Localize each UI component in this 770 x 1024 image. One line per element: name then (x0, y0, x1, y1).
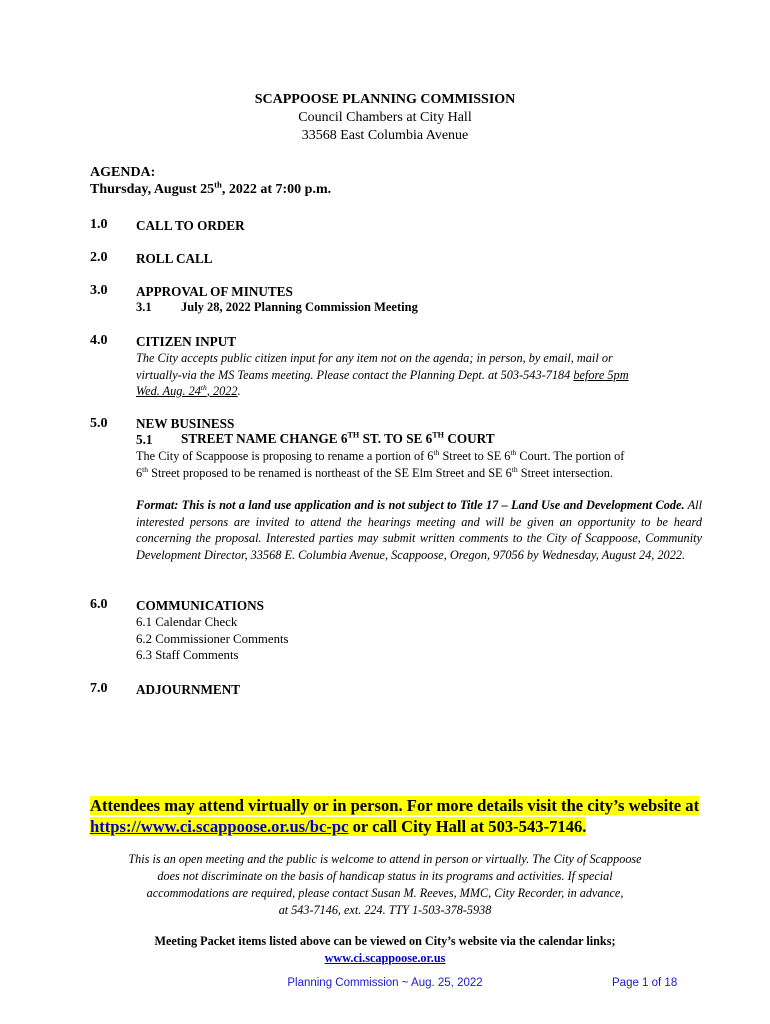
meeting-address: 33568 East Columbia Avenue (301, 128, 469, 143)
item-number: 6.0 (90, 597, 108, 612)
commission-title: SCAPPOOSE PLANNING COMMISSION (254, 92, 516, 107)
item-call-to-order: CALL TO ORDER (136, 218, 245, 233)
meeting-packet-note: Meeting Packet items listed above can be viewed on City’s website via the calendar links; www.ci.scappoose.or.us (154, 934, 616, 965)
item-roll-call: ROLL CALL (136, 251, 213, 266)
item-number: 7.0 (90, 681, 108, 696)
sub-item-number: 3.1 (136, 300, 152, 314)
communications-list (136, 614, 289, 664)
page-number: Page 1 of 18 (612, 977, 678, 989)
item-number: 2.0 (90, 250, 108, 265)
agenda-date: Thursday, August 25th, 2022 at 7:00 p.m. (90, 179, 332, 197)
sub-item-number: 5.1 (136, 432, 153, 447)
item-number: 3.0 (90, 283, 108, 298)
item-citizen-input: CITIZEN INPUT (136, 334, 237, 349)
agenda-label: AGENDA: (90, 165, 156, 180)
sub-item-minutes-date: July 28, 2022 Planning Commission Meeting (181, 300, 418, 314)
item-adjournment: ADJOURNMENT (136, 682, 241, 697)
format-notice: Format: This is not a land use application and is not subject to Title 17 – Land Use and Development Code. All interested persons are invited to attend the hearings meeting and will be given an opportunity to be heard concerning the proposal. Interested parties may submit written comments to the City of Scappoose, Community Development Director, 33568 E. Columbia Avenue, Scappoose, Oregon, 97056 by Wednesday, August 24, 2022. (136, 498, 702, 562)
item-communications: COMMUNICATIONS (136, 598, 264, 613)
sub-item-street-name-change: STREET NAME CHANGE 6TH ST. TO SE 6TH COURT (181, 430, 495, 446)
item-number: 4.0 (90, 333, 108, 348)
footer-meeting-name: Planning Commission ~ Aug. 25, 2022 (287, 977, 483, 989)
list-item: 6.3 Staff Comments (136, 648, 239, 662)
attendance-notice: Attendees may attend virtually or in person. For more details visit the city’s website at https://www.ci.scappoose.or.us/bc-pc or call City Hall at 503-543-7146. (90, 796, 700, 836)
item-approval-of-minutes: APPROVAL OF MINUTES (136, 284, 293, 299)
meeting-location: Council Chambers at City Hall (298, 110, 472, 125)
item-number: 1.0 (90, 217, 108, 232)
list-item: 6.1 Calendar Check (136, 615, 238, 629)
list-item: 6.2 Commissioner Comments (136, 631, 289, 646)
accessibility-disclaimer: This is an open meeting and the public is welcome to attend in person or virtually. The City of Scappoose does not discriminate on the basis of handicap status in its programs and activities. If special accommodations are required, please contact Susan M. Reeves, MMC, City Recorder, in advance, at 543-7146, ext. 224. TTY 1-503-378-5938 (128, 852, 642, 917)
street-rename-description: The City of Scappoose is proposing to rename a portion of 6th Street to SE 6th Court. The portion of 6th Street proposed to be renamed is northeast of the SE Elm Street and SE 6th Street intersection. (136, 447, 625, 480)
city-calendar-link[interactable]: www.ci.scappoose.or.us (324, 951, 446, 965)
citizen-input-text: The City accepts public citizen input for any item not on the agenda; in person, by email, mail or virtually-via the MS Teams meeting. Please contact the Planning Dept. at 503-543-7184 before 5pm Wed. Aug. 24th, 2022. (136, 351, 629, 398)
item-new-business: NEW BUSINESS (136, 416, 235, 431)
item-number: 5.0 (90, 416, 108, 431)
city-website-link[interactable]: https://www.ci.scappoose.or.us/bc-pc (90, 817, 349, 836)
